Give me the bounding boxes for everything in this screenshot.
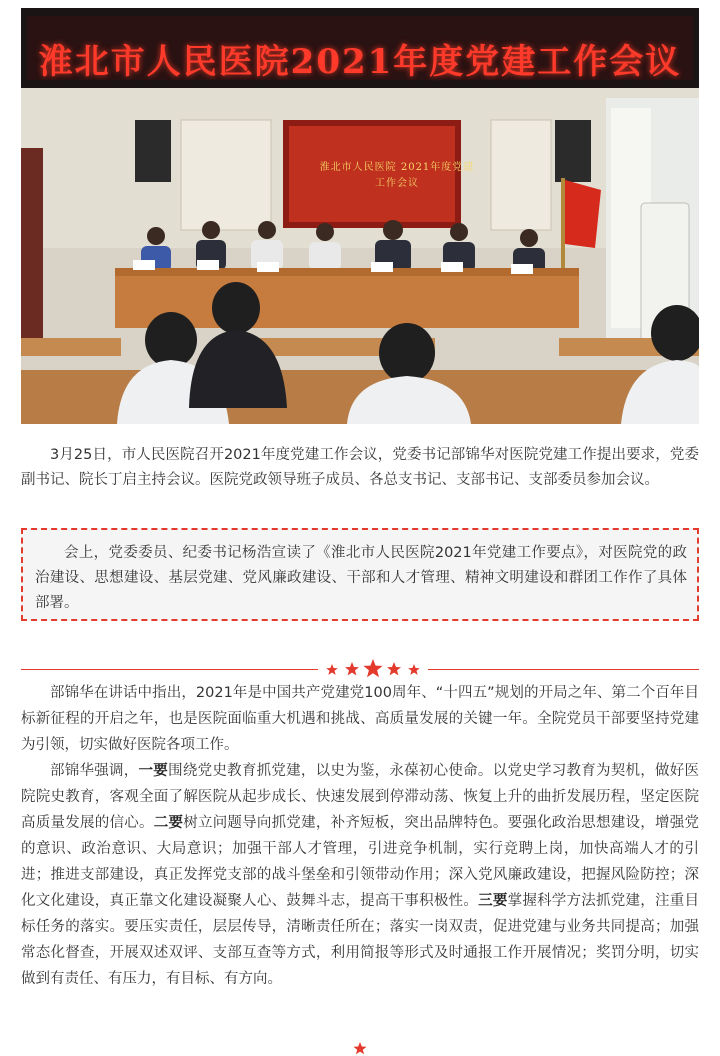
article-body (21, 680, 699, 992)
paragraph-1: 部锦华在讲话中指出，2021年是中国共产党建党100周年、“十四五”规划的开局之年、第二个百年目标新征程的开启之年，也是医院面临重大机遇和挑战、高质量发展的关键一年。全院党员干部要坚持党建为引领，切实做好医院各项工作。 (21, 685, 699, 753)
paragraph-2-part: 部锦华强调， (50, 763, 139, 779)
led-banner-text: 淮北市人民医院2021年度党建工作会议 (38, 42, 682, 82)
emphasis-second: 二要 (153, 815, 184, 831)
highlight-box (21, 528, 699, 621)
paragraph-2-part: 围绕党史教育抓党建，以史为鉴，永葆初心使命。以党史学习教育为契机，做好医院院史教育，客观全面了解医院从起步成长、快速发展到停滞动荡、恢复上升的曲折发展历程，坚定医院高质量发展的信心。 (21, 763, 700, 831)
meeting-photo (21, 8, 699, 424)
emphasis-first: 一要 (138, 763, 169, 779)
five-stars-icon (318, 658, 428, 680)
paragraph-2-part: 掌握科学方法抓党建，注重目标任务的落实。要压实责任，层层传导，清晰责任所在；落实一岗双责，促进党建与业务共同提高；加强常态化督查，开展双述双评、支部互查等方式，利用简报等形式及时通报工作开展情况；奖罚分明，切实做到有责任、有压力，有目标、有方向。 (21, 893, 700, 987)
projector-screen-text: 淮北市人民医院 2021年度党建工作会议 (319, 162, 475, 189)
paragraph-2-part: 树立问题导向抓党建，补齐短板，突出品牌特色。要强化政治思想建设，增强党的意识、政治意识、大局意识；加强干部人才管理，引进竞争机制，实行竞聘上岗，加快高端人才的引进；推进支部建设，真正发挥党支部的战斗堡垒和引领带动作用；深入党风廉政建设，把握风险防控；深化文化建设，真正靠文化建设凝聚人心、鼓舞斗志，提高干事积极性。 (21, 815, 700, 909)
star-icon (345, 662, 359, 675)
star-icon (363, 659, 382, 677)
star-mark-icon (350, 1040, 370, 1056)
paragraph-2 (21, 758, 699, 992)
star-icon (387, 662, 401, 675)
highlight-text: 会上，党委委员、纪委书记杨浩宣读了《淮北市人民医院2021年党建工作要点》，对医院党的政治建设、思想建设、基层党建、党风廉政建设、干部和人才管理、精神文明建设和群团工作作了具体部署。 (35, 545, 687, 611)
photo-caption: 3月25日，市人民医院召开2021年度党建工作会议，党委书记部锦华对医院党建工作提出要求，党委副书记、院长丁启主持会议。医院党政领导班子成员、各总支书记、支部书记、支部委员参加会议。 (21, 446, 699, 488)
star-icon (408, 664, 420, 675)
emphasis-third: 三要 (478, 893, 508, 909)
star-icon (326, 664, 338, 675)
section-divider (21, 658, 699, 680)
